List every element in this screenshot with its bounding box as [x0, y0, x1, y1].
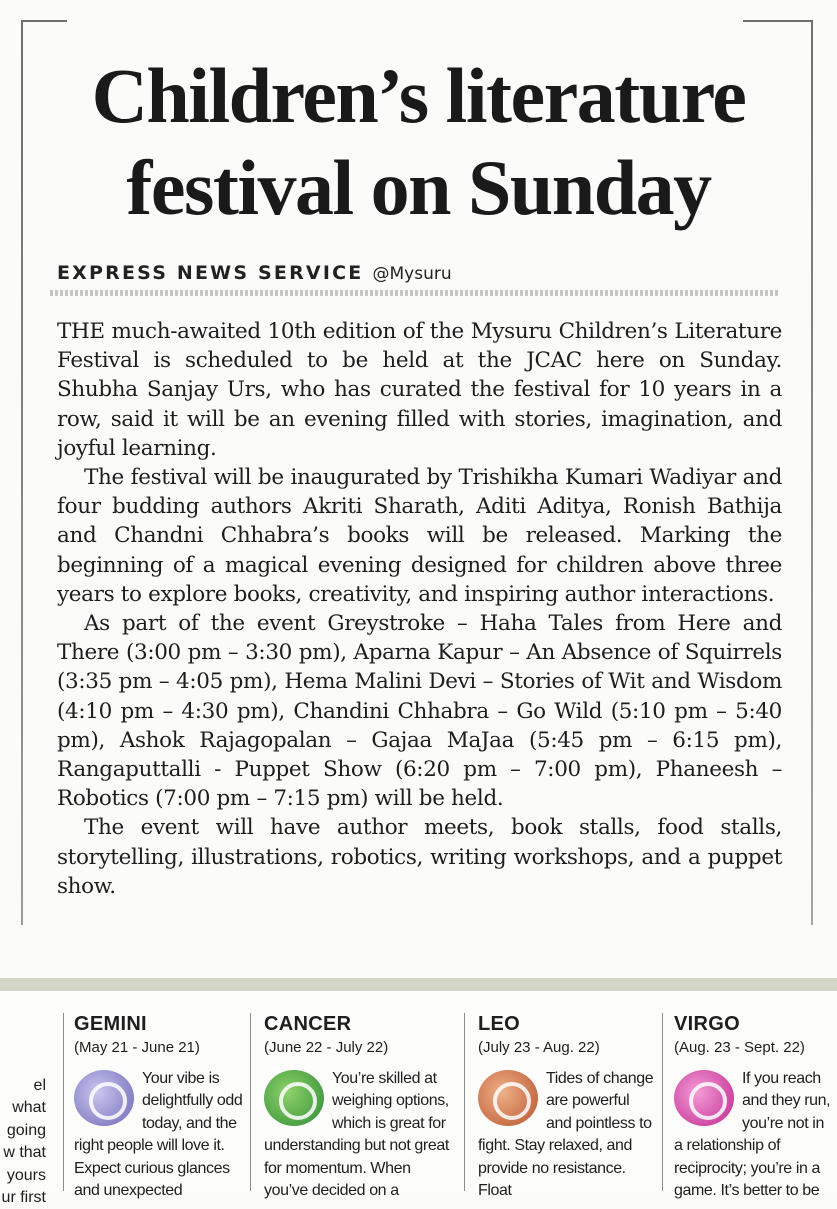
paragraph: As part of the event Greystroke – Haha Tales from Here and There (3:00 pm – 3:30 pm), Aparna Kapur – An Absence of Squirrels (3:35 pm – 4:05 pm), Hema Malini Devi – Stories of Wit and Wisdom (4:10 pm – 4:30 pm), Chandini Chhabra – Go Wild (5:10 pm – 5:40 pm), Ashok Rajagopalan – Gajaa MaJaa (5:45 pm – 6:15 pm), Rangaputtalli - Puppet Show (6:20 pm – 7:00 pm), Phaneesh – Robotics (7:00 pm – 7:15 pm) will be held. [57, 611, 782, 812]
byline-service: EXPRESS NEWS SERVICE [57, 262, 364, 284]
column-divider [464, 1013, 465, 1191]
article-body [57, 317, 782, 901]
sign-name: LEO [478, 1013, 521, 1035]
sign-name: CANCER [264, 1013, 352, 1035]
horoscope-leo [478, 1012, 656, 1200]
sign-forecast: If you reach and they run, you’re not in a relationship of reciprocity; you’re in a game. It’s better to be [674, 1070, 831, 1200]
sign-dates: (June 22 - July 22) [264, 1039, 389, 1056]
sign-name: VIRGO [674, 1013, 740, 1035]
section-divider-band [0, 978, 837, 991]
virgo-icon [674, 1070, 734, 1126]
sign-forecast: You’re skilled at weighing options, which is great for understanding but not great for momentum. When you’ve decided on a [264, 1070, 449, 1200]
sign-dates: (July 23 - Aug. 22) [478, 1039, 600, 1056]
horoscope-virgo [674, 1012, 832, 1200]
headline: Children’s literature festival on Sunday [91, 52, 746, 231]
previous-column-fragment: el what going w that yours ur first [1, 1077, 46, 1207]
paragraph: THE much-awaited 10th edition of the Mysuru Children’s Literature Festival is scheduled to be held at the JCAC here on Sunday. Shubha Sanjay Urs, who has curated the festival for 10 years in a row, said it will be an evening filled with stories, imagination, and joyful learning. [57, 319, 782, 461]
paragraph: The event will have author meets, book stalls, food stalls, storytelling, illustrations, robotics, writing workshops, and a puppet show. [57, 815, 782, 899]
frame-rule-left [21, 20, 23, 925]
horoscope-gemini [74, 1012, 246, 1200]
byline-divider [50, 290, 780, 296]
paragraph: The festival will be inaugurated by Trishikha Kumari Wadiyar and four budding authors Akriti Sharath, Aditi Aditya, Ronish Bathija and Chandni Chhabra’s books will be released. Marking the beginning of a magical evening designed for children above three years to explore books, creativity, and inspiring author interactions. [57, 465, 782, 607]
byline-place: @Mysuru [372, 264, 452, 284]
sign-dates: (May 21 - June 21) [74, 1039, 200, 1056]
column-divider [662, 1013, 663, 1191]
cancer-icon [264, 1070, 324, 1126]
horoscope-cancer [264, 1012, 454, 1200]
column-divider [63, 1013, 64, 1191]
sign-forecast: Your vibe is delightfully odd today, and the right people will love it. Expect curious glances and unexpected [74, 1070, 243, 1200]
frame-corner-top-left [21, 20, 67, 22]
column-divider [250, 1013, 251, 1191]
byline [57, 262, 452, 284]
gemini-icon [74, 1070, 134, 1126]
sign-forecast: Tides of change are powerful and pointless to fight. Stay relaxed, and provide no resistance. Float [478, 1070, 654, 1200]
leo-icon [478, 1070, 538, 1126]
sign-name: GEMINI [74, 1013, 147, 1035]
sign-dates: (Aug. 23 - Sept. 22) [674, 1039, 805, 1056]
frame-corner-top-right [743, 20, 813, 22]
frame-rule-right [811, 20, 813, 925]
